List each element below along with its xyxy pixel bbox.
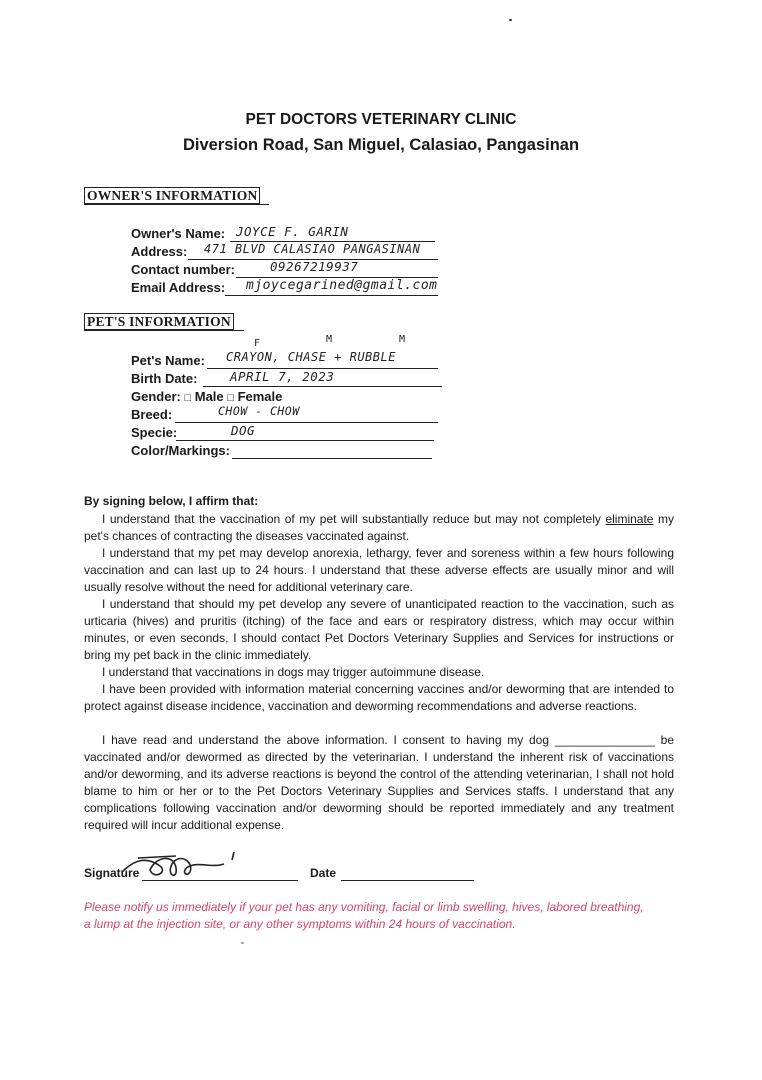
- specie-value[interactable]: DOG: [231, 423, 256, 438]
- male-checkbox[interactable]: □: [184, 392, 192, 404]
- clinic-address: Diversion Road, San Miguel, Calasiao, Pangasinan: [182, 136, 580, 154]
- pet-section-heading: PET'S INFORMATION: [84, 313, 234, 330]
- affirmation-paragraph-3: I understand that should my pet develop any severe of unanticipated reaction to the vaccination, such as urticaria (hives) and pruritis (itching) of the face and ears or respiratory distress, which may occur within minutes, or even seconds, I should contact Pet Doctors Veterinary Supplies and Services for instructions or bring my pet back in the clinic immediately.: [84, 597, 674, 662]
- birth-date-label: Birth Date:: [131, 371, 198, 386]
- breed-line: [175, 422, 438, 423]
- birth-date-line: [203, 386, 442, 387]
- owner-name-label: Owner's Name:: [131, 226, 226, 241]
- specie-label: Specie:: [131, 425, 178, 440]
- post-vaccination-notice: Please notify us immediately if your pet has any vomiting, facial or limb swelling, hives, labored breathing, a lump at the injection site, or any other symptoms within 24 hours of vaccination.: [84, 900, 644, 931]
- owner-name-value[interactable]: JOYCE F. GARIN: [236, 224, 349, 239]
- female-option-label: Female: [237, 389, 283, 404]
- affirmation-paragraph-6: I have read and understand the above information. I consent to having my dog _______________ be vaccinated and/or dewormed as directed by the veterinarian. I understand the inherent risk of vaccinations and/or deworming, and its adverse reactions is beyond the control of the attending veterinarian, I shall not hold blame to him or her or to the Pet Doctors Veterinary Supplies and Services staffs. I understand that any complications following vaccination and/or deworming should be reported immediately and any treatment required will incur additional expense.: [84, 733, 675, 832]
- affirmation-paragraph-1: I understand that the vaccination of my pet will substantially reduce but may not completely eliminate my pet's chances of contracting the diseases vaccinated against.: [84, 512, 674, 543]
- email-label: Email Address:: [131, 280, 226, 295]
- address-value[interactable]: 471 BLVD CALASIAO PANGASINAN: [204, 242, 421, 256]
- breed-value[interactable]: CHOW - CHOW: [218, 404, 300, 418]
- color-markings-label: Color/Markings:: [131, 443, 230, 458]
- specie-line: [176, 440, 434, 441]
- scan-speck: [509, 19, 512, 21]
- email-line: [225, 295, 438, 296]
- email-value[interactable]: mjoycegarined@gmail.com: [246, 278, 438, 293]
- male-option-label: Male: [194, 389, 224, 404]
- date-label: Date: [310, 866, 337, 880]
- date-line: [341, 880, 474, 881]
- birth-date-value[interactable]: APRIL 7, 2023: [230, 369, 335, 384]
- pet-name-value[interactable]: CRAYON, CHASE + RUBBLE: [226, 350, 396, 364]
- pet-gender-mark-3: M: [399, 334, 406, 345]
- dog-name-blank[interactable]: _______________: [554, 733, 655, 747]
- affirmation-heading: By signing below, I affirm that:: [84, 494, 259, 508]
- pet-name-label: Pet's Name:: [131, 353, 205, 368]
- signature-label: Signature: [84, 866, 140, 880]
- scan-speck: [241, 942, 244, 944]
- color-markings-line: [232, 458, 432, 459]
- gender-row: [131, 389, 282, 404]
- address-label: Address:: [131, 244, 188, 259]
- affirmation-paragraph-2: I understand that my pet may develop anorexia, lethargy, fever and soreness within a few hours following vaccination and can last up to 24 hours. I understand that these adverse effects are usually minor and will usually resolve without the need for additional veterinary care.: [84, 546, 674, 594]
- owner-section-rule: [84, 204, 269, 205]
- pet-section-rule: [84, 330, 244, 331]
- affirmation-paragraph-5: I have been provided with information material concerning vaccines and/or deworming that are intended to protect against disease incidence, vaccination and deworming recommendations and adverse reactions.: [84, 682, 674, 713]
- signature-scribble[interactable]: [116, 846, 246, 886]
- clinic-name: PET DOCTORS VETERINARY CLINIC: [245, 111, 517, 128]
- pet-gender-mark-2: M: [326, 334, 333, 345]
- gender-label: Gender:: [131, 389, 181, 404]
- breed-label: Breed:: [131, 407, 173, 422]
- contact-label: Contact number:: [131, 262, 235, 277]
- female-checkbox[interactable]: □: [227, 392, 234, 404]
- owner-section-heading: OWNER'S INFORMATION: [84, 187, 260, 204]
- pet-gender-mark-1: F: [254, 338, 261, 349]
- contact-value[interactable]: 09267219937: [270, 259, 359, 274]
- affirmation-paragraph-4: I understand that vaccinations in dogs may trigger autoimmune disease.: [102, 665, 485, 679]
